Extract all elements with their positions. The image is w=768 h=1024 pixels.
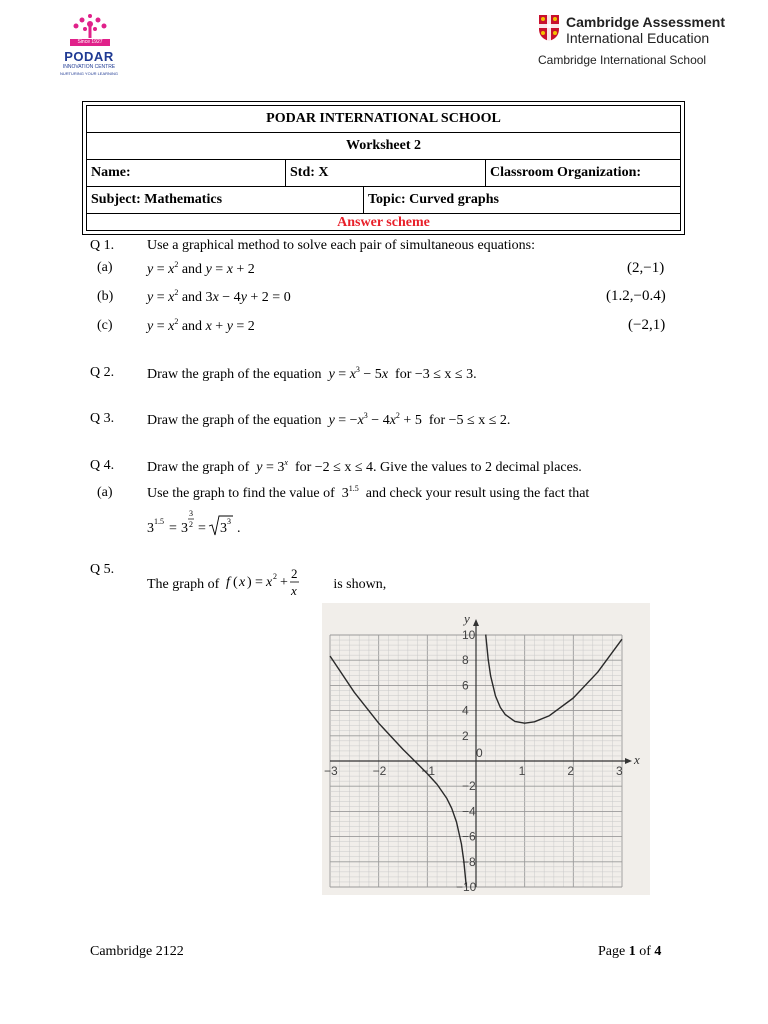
svg-text:2: 2 [189,520,193,529]
q4a-label: (a) [97,485,113,500]
q2-range: for −3 ≤ x ≤ 3. [395,367,477,382]
svg-text:3: 3 [147,521,154,536]
q1b-label: (b) [97,289,114,304]
q1a-equations: $y = x^2$ and y = x + 2 [147,260,255,277]
logo-subtitle: INNOVATION CENTRE [62,64,116,70]
q4a-check: and check your result using the fact that [365,486,590,501]
q3-prompt: Draw the graph of the equation [147,413,322,428]
x-tick-label: −2 [372,764,387,778]
svg-text:3: 3 [189,509,193,518]
q1-text: Use a graphical method to solve each pair of simultaneous equations: [147,238,536,253]
q1c-answer: (−2,1) [628,317,666,333]
y-tick-label: 2 [462,728,469,743]
name-field-label: Name: [91,165,131,180]
answer-scheme-label: Answer scheme [337,215,430,230]
q4a-formula [147,508,277,542]
svg-text:+: + [280,575,289,590]
svg-text:x: x [266,575,273,590]
y-tick-label: −4 [462,804,476,819]
svg-text:3: 3 [227,517,231,526]
x-tick-label: 3 [616,764,623,778]
svg-text:1.5: 1.5 [154,517,164,526]
q5-prompt: The graph of [147,577,220,592]
svg-text:x: x [239,575,246,590]
std-label: Std: X [290,165,329,180]
q1a-label: (a) [97,260,113,275]
q3-range: for −5 ≤ x ≤ 2. [428,413,511,428]
logo-brand-text: PODAR [64,49,114,64]
tree-icon [54,12,126,52]
q1c-label: (c) [97,318,113,333]
q5-shown: is shown, [333,577,387,592]
y-tick-label: −8 [462,854,476,869]
footer-page: Page 1 of 4 [598,944,662,959]
curve-chart [322,603,650,895]
q3-number: Q 3. [90,411,115,426]
y-axis-arrow [473,619,479,626]
svg-text:3: 3 [181,521,188,536]
q5-graph [322,603,650,895]
topic-label: Topic: Curved graphs [368,192,499,207]
y-tick-label: 6 [462,678,469,693]
cambridge-school: Cambridge International School [538,53,707,67]
svg-text:2: 2 [291,566,298,581]
svg-text:=: = [255,575,264,590]
cambridge-subtitle: International Education [566,30,710,46]
logo-since-text: Since 1927 [77,39,103,45]
y-tick-label: 10 [462,628,476,642]
y-tick-label: 4 [462,703,469,718]
y-tick-label: −6 [462,829,476,844]
q4-prompt: Draw the graph of [147,460,250,475]
svg-text:=: = [198,521,206,536]
q4a-text: Use the graph to find the value of $3^{1.5}$ and check your result using the fact that [147,484,590,501]
svg-text:f: f [226,575,231,590]
q4-number: Q 4. [90,458,115,473]
q2-number: Q 2. [90,365,115,380]
q4a-identity [147,508,277,547]
x-tick-label: 2 [567,764,575,778]
x-tick-label: 1 [518,764,526,778]
x-axis-arrow [625,758,632,764]
q4-range: for −2 ≤ x ≤ 4. Give the values to 2 decimal places. [294,460,582,475]
logo-tagline: NURTURING YOUR LEARNING [59,71,119,76]
q4-text: Draw the graph of $y = 3^x$ for −2 ≤ x ≤ 4. Give the values to 2 decimal places. [147,458,582,475]
svg-text:x: x [291,583,298,598]
q1c-equations: $y = x^2$ and x + y = 2 [147,317,255,334]
svg-text:=: = [169,521,177,536]
y-tick-label: −10 [456,880,477,894]
q1-number: Q 1. [90,238,115,253]
subject-label: Subject: Mathematics [91,192,223,207]
svg-text:): ) [247,575,252,590]
cambridge-title: Cambridge Assessment [566,14,725,30]
y-tick-label: −2 [462,779,476,794]
classroom-label: Classroom Organization: [490,165,642,180]
cambridge-shield-icon [538,14,560,47]
x-tick-label: −1 [421,764,436,778]
q2-text: Draw the graph of the equation $y = x^3 - 5x$ for −3 ≤ x ≤ 3. [147,365,477,382]
footer-course: Cambridge 2122 [90,944,184,959]
q3-text: Draw the graph of the equation $y = -x^3 - 4x^2 + 5$ for −5 ≤ x ≤ 2. [147,411,511,428]
q5-text [147,566,386,598]
info-table [82,101,685,235]
q5-number: Q 5. [90,562,115,577]
y-axis-label: y [464,611,470,626]
q5-function [226,566,326,598]
q1b-equations: $y = x^2$ and 3x − 4y + 2 = 0 [147,288,291,305]
svg-text:3: 3 [220,521,227,536]
school-name: PODAR INTERNATIONAL SCHOOL [266,111,501,126]
x-tick-label: 0 [476,746,483,760]
svg-text:2: 2 [273,572,278,581]
q2-prompt: Draw the graph of the equation [147,367,322,382]
svg-text:(: ( [233,575,238,590]
x-tick-label: −3 [324,764,338,778]
q4a-prompt: Use the graph to find the value of [147,486,335,501]
svg-text:.: . [237,521,241,536]
y-tick-label: 8 [462,653,469,668]
q1a-answer: (2,−1) [627,260,665,276]
worksheet-title: Worksheet 2 [345,138,422,153]
q1b-answer: (1.2,−0.4) [606,288,666,304]
x-axis-label: x [634,752,640,767]
